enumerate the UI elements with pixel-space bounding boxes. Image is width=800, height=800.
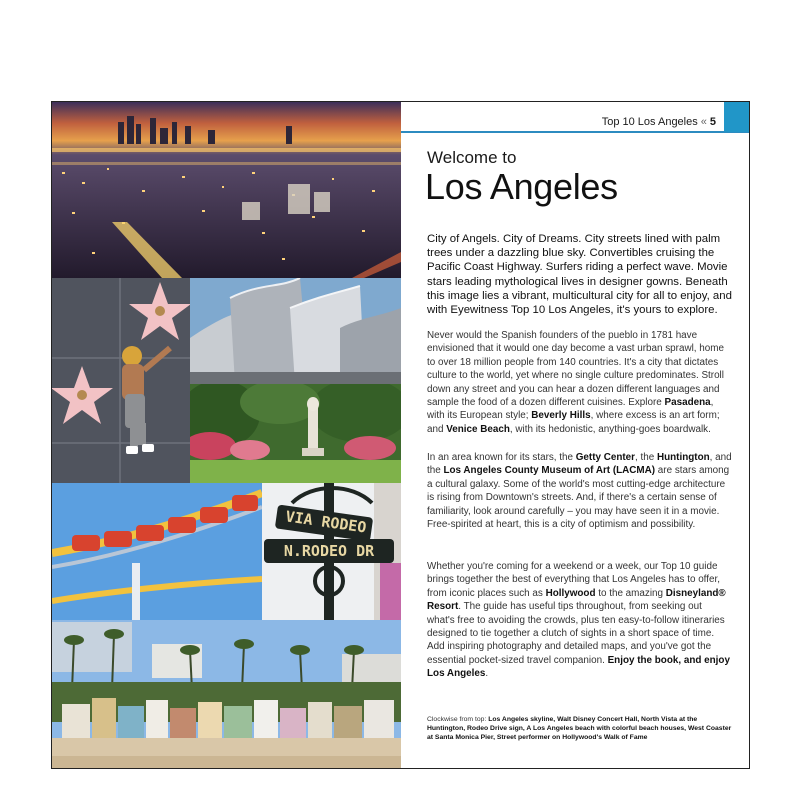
running-head xyxy=(602,116,716,128)
page-title: Los Angeles xyxy=(425,166,618,207)
photo-rodeo-drive-sign xyxy=(262,483,401,620)
text-column xyxy=(401,102,750,768)
running-header xyxy=(401,102,750,133)
chevron-left-icon: « xyxy=(700,116,707,128)
photo-los-angeles-skyline xyxy=(52,102,401,278)
title-welcome: Welcome to xyxy=(427,148,517,167)
photo-walt-disney-concert-hall xyxy=(190,278,401,384)
body-paragraph-3: Whether you're coming for a weekend or a week, our Top 10 guide brings together the best of everything that Los Angeles has to offer, from iconic places such as Hollywood to the amazing Disneyland® Resort. The guide has useful tips throughout, from seeking out what's free to avoiding the crowds, plus ten easy-to-follow itineraries designed to tie together a clutch of sights in a short space of time. Add inspiring photography and detailed maps, and you've got the essential pocket-sized travel companion. Enjoy the book, and enjoy Los Angeles. xyxy=(427,561,730,680)
photo-street-performer-walk-of-fame xyxy=(52,278,190,483)
body-paragraph-2: In an area known for its stars, the Getty Center, the Huntington, and the Los Angeles County Museum of Art (LACMA) are stars among a cultural galaxy. Some of the world's most cutting-edge architecture is rising from Downtown's streets. And, if there's a certain sense of familiarity, look around carefully – you may have seen it in a movie. Free-spirited at heart, this is a city of optimism and possibility. xyxy=(427,452,732,531)
rodeo-sign-line2: N.RODEO DR xyxy=(283,542,375,560)
photo-north-vista-huntington xyxy=(190,384,401,483)
lead-paragraph: City of Angels. City of Dreams. City streets lined with palm trees under a dazzling blue sky. Convertibles cruising the Pacific Coast Highway. Surfers riding a perfect wave. Movie stars leading mythological lives in designer gowns. Beneath this image lies a vibrant, multicultural city for all to enjoy, and with Eyewitness Top 10 Los Angeles, it's yours to explore. xyxy=(427,233,732,317)
page-number: 5 xyxy=(709,116,716,128)
photo-caption: Clockwise from top: Los Angeles skyline, Walt Disney Concert Hall, North Vista at the Huntington, Rodeo Drive sign, A Los Angeles beach with colorful beach houses, West Coaster at Santa Monica Pier, Street performer on Hollywood's Walk of Fame xyxy=(427,716,732,741)
book-title: Top 10 Los Angeles xyxy=(601,116,698,128)
book-page xyxy=(51,101,750,769)
photo-west-coaster-santa-monica-pier xyxy=(52,483,262,620)
page-tab-accent xyxy=(724,102,750,132)
rodeo-sign-line1: VIA RODEO xyxy=(284,507,368,537)
photo-collage xyxy=(52,102,401,768)
photo-los-angeles-beach-houses xyxy=(52,620,401,768)
body-paragraph-1: Never would the Spanish founders of the pueblo in 1781 have envisioned that it would one day become a vast urban sprawl, home to over 18 million people from 140 countries. It's a city that dictates culture to the world, yet where no single culture predominates. Stroll down any street and you can hear a dozen different languages and sample the food of a dozen different cuisines. Explore Pasadena, with its European style; Beverly Hills, where excess is an art form; and Venice Beach, with its hedonistic, anything-goes boardwalk. xyxy=(427,330,724,435)
